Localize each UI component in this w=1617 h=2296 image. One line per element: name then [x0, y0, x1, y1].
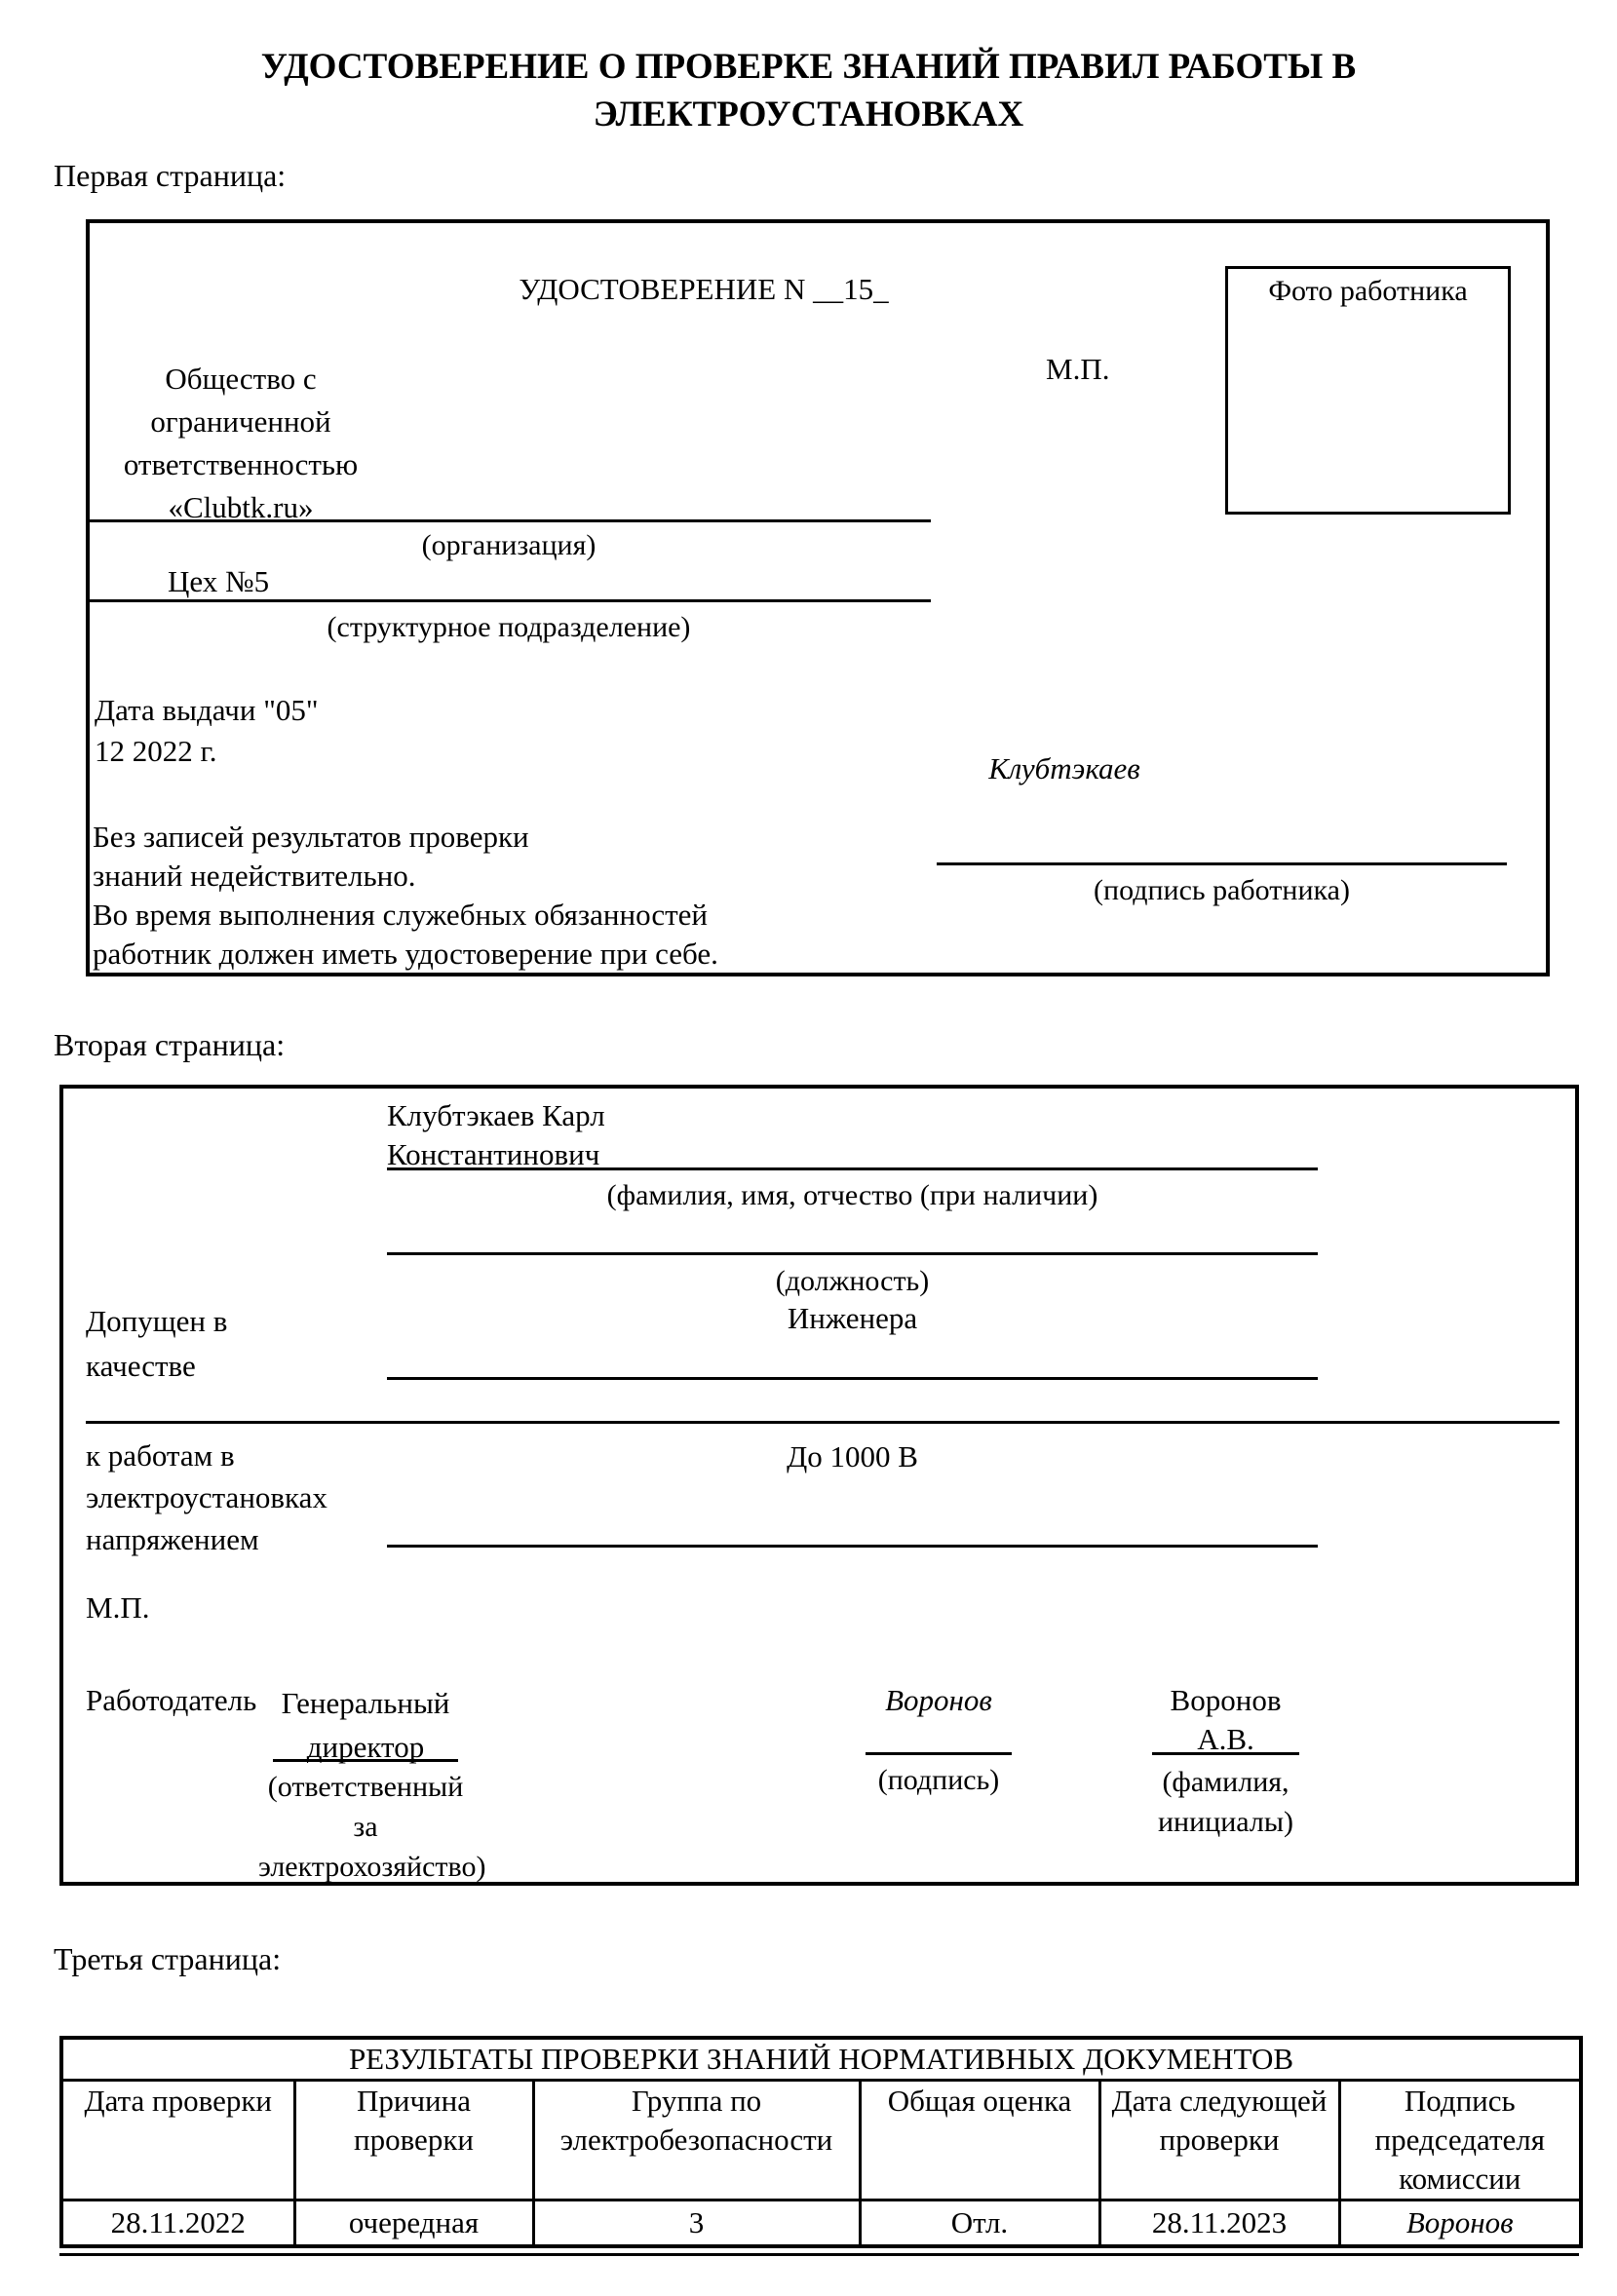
employee-signature: Клубтэкаев — [988, 751, 1140, 785]
cell-group: 3 — [533, 2200, 860, 2247]
results-table — [59, 2036, 1583, 2248]
issue-date-line1: Дата выдачи "05" — [95, 693, 319, 727]
fullname-underline — [387, 1167, 1318, 1170]
results-table-header-row — [61, 2081, 1581, 2200]
employer-name-caption-line1: (фамилия, — [1162, 1766, 1290, 1798]
certificate-page1-box — [86, 219, 1550, 976]
table-outer-bottom-border — [59, 2253, 1579, 2256]
organization-name-line4: «Clubtk.ru» — [168, 490, 314, 524]
fullname-caption: (фамилия, имя, отчество (при наличии) — [606, 1179, 1098, 1211]
organization-name-line2: ограниченной — [150, 404, 331, 439]
employer-title-underline — [273, 1759, 458, 1762]
photo-placeholder-label: Фото работника — [1268, 275, 1468, 307]
column-header-check-date: Дата проверки — [61, 2081, 294, 2200]
cell-chairman-signature: Воронов — [1339, 2200, 1581, 2247]
employer-signature: Воронов — [885, 1683, 992, 1717]
works-voltage-label — [86, 1435, 327, 1560]
validity-note-line4: работник должен иметь удостоверение при себе. — [93, 937, 718, 971]
cell-check-date: 28.11.2022 — [61, 2200, 294, 2247]
employer-title — [273, 1681, 458, 1769]
photo-placeholder-box — [1225, 266, 1511, 515]
section-label-page1: Первая страница: — [54, 158, 287, 193]
employee-signature-caption: (подпись работника) — [1094, 874, 1350, 906]
employer-name-caption — [1145, 1762, 1306, 1842]
column-header-reason: Причина проверки — [294, 2081, 533, 2200]
organization-name-line3: ответственностью — [123, 447, 359, 481]
employee-fullname — [387, 1096, 1318, 1174]
cell-next-date: 28.11.2023 — [1099, 2200, 1339, 2247]
admitted-as-label — [86, 1299, 227, 1389]
voltage-underline — [387, 1545, 1318, 1548]
validity-note-line1: Без записей результатов проверки — [93, 820, 529, 854]
validity-note-line2: знаний недействительно. — [93, 859, 416, 893]
results-table-title-row — [61, 2038, 1581, 2081]
employee-signature-underline — [937, 862, 1507, 865]
section-separator-line — [86, 1421, 1559, 1424]
organization-caption: (организация) — [421, 529, 597, 561]
organization-underline — [90, 519, 931, 522]
results-table-wrapper — [59, 2036, 1583, 2248]
organization-name-line1: Общество с — [165, 362, 317, 396]
department-caption: (структурное подразделение) — [327, 611, 691, 643]
stamp-place-label: М.П. — [1046, 352, 1110, 386]
column-header-group: Группа по электробезопасности — [533, 2081, 860, 2200]
employee-fullname-line1: Клубтэкаев Карл — [387, 1098, 605, 1132]
employer-name-underline — [1152, 1752, 1299, 1755]
document-title-line2: ЭЛЕКТРОУСТАНОВКАХ — [593, 95, 1024, 134]
validity-note-line3: Во время выполнения служебных обязанностей — [93, 898, 709, 932]
works-voltage-label-line3: напряжением — [86, 1522, 259, 1556]
employer-signature-underline — [866, 1752, 1012, 1755]
admitted-as-label-line2: качестве — [86, 1349, 196, 1383]
position-underline — [387, 1252, 1318, 1255]
employer-title-caption — [258, 1767, 486, 1887]
column-header-next-date: Дата следующей проверки — [1099, 2081, 1339, 2200]
section-label-page2: Вторая страница: — [54, 1027, 286, 1062]
works-voltage-label-line2: электроустановках — [86, 1480, 327, 1514]
certificate-number-title: УДОСТОВЕРЕНИЕ N __15_ — [519, 272, 889, 306]
column-header-grade: Общая оценка — [860, 2081, 1099, 2200]
cell-grade: Отл. — [860, 2200, 1099, 2247]
results-table-title: РЕЗУЛЬТАТЫ ПРОВЕРКИ ЗНАНИЙ НОРМАТИВНЫХ ДОКУМЕНТОВ — [61, 2038, 1581, 2081]
position-value: Инженера — [787, 1301, 918, 1335]
validity-note — [93, 818, 902, 974]
document-title — [0, 43, 1617, 138]
admitted-as-label-line1: Допущен в — [86, 1304, 228, 1338]
position-value-underline — [387, 1377, 1318, 1380]
employer-label: Работодатель — [86, 1683, 257, 1717]
certificate-page2-box — [59, 1085, 1579, 1886]
document-title-line1: УДОСТОВЕРЕНИЕ О ПРОВЕРКЕ ЗНАНИЙ ПРАВИЛ РАБОТЫ В — [260, 47, 1357, 87]
section-label-page3: Третья страница: — [54, 1941, 282, 1976]
department-underline — [90, 599, 931, 602]
employee-fullname-line2: Константинович — [387, 1137, 600, 1171]
employer-signature-caption: (подпись) — [877, 1764, 1000, 1796]
results-table-data-row — [61, 2200, 1581, 2247]
position-caption: (должность) — [775, 1265, 930, 1297]
issue-date-line2: 12 2022 г. — [95, 734, 217, 768]
employer-name-caption-line2: инициалы) — [1158, 1806, 1293, 1838]
employer-name: Воронов А.В. — [1170, 1683, 1282, 1756]
employer-title-line2: директор — [306, 1730, 425, 1764]
employer-title-caption-line2: электрохозяйство) — [258, 1851, 486, 1883]
column-header-chairman: Подпись председателя комиссии — [1339, 2081, 1581, 2200]
employer-title-line1: Генеральный — [281, 1686, 450, 1720]
organization-name — [99, 358, 382, 529]
department-value: Цех №5 — [168, 564, 270, 598]
cell-reason: очередная — [294, 2200, 533, 2247]
stamp-place-label-page2: М.П. — [86, 1590, 150, 1625]
voltage-value: До 1000 В — [787, 1439, 918, 1473]
employer-title-caption-line1: (ответственный за — [267, 1771, 464, 1843]
works-voltage-label-line1: к работам в — [86, 1438, 235, 1473]
